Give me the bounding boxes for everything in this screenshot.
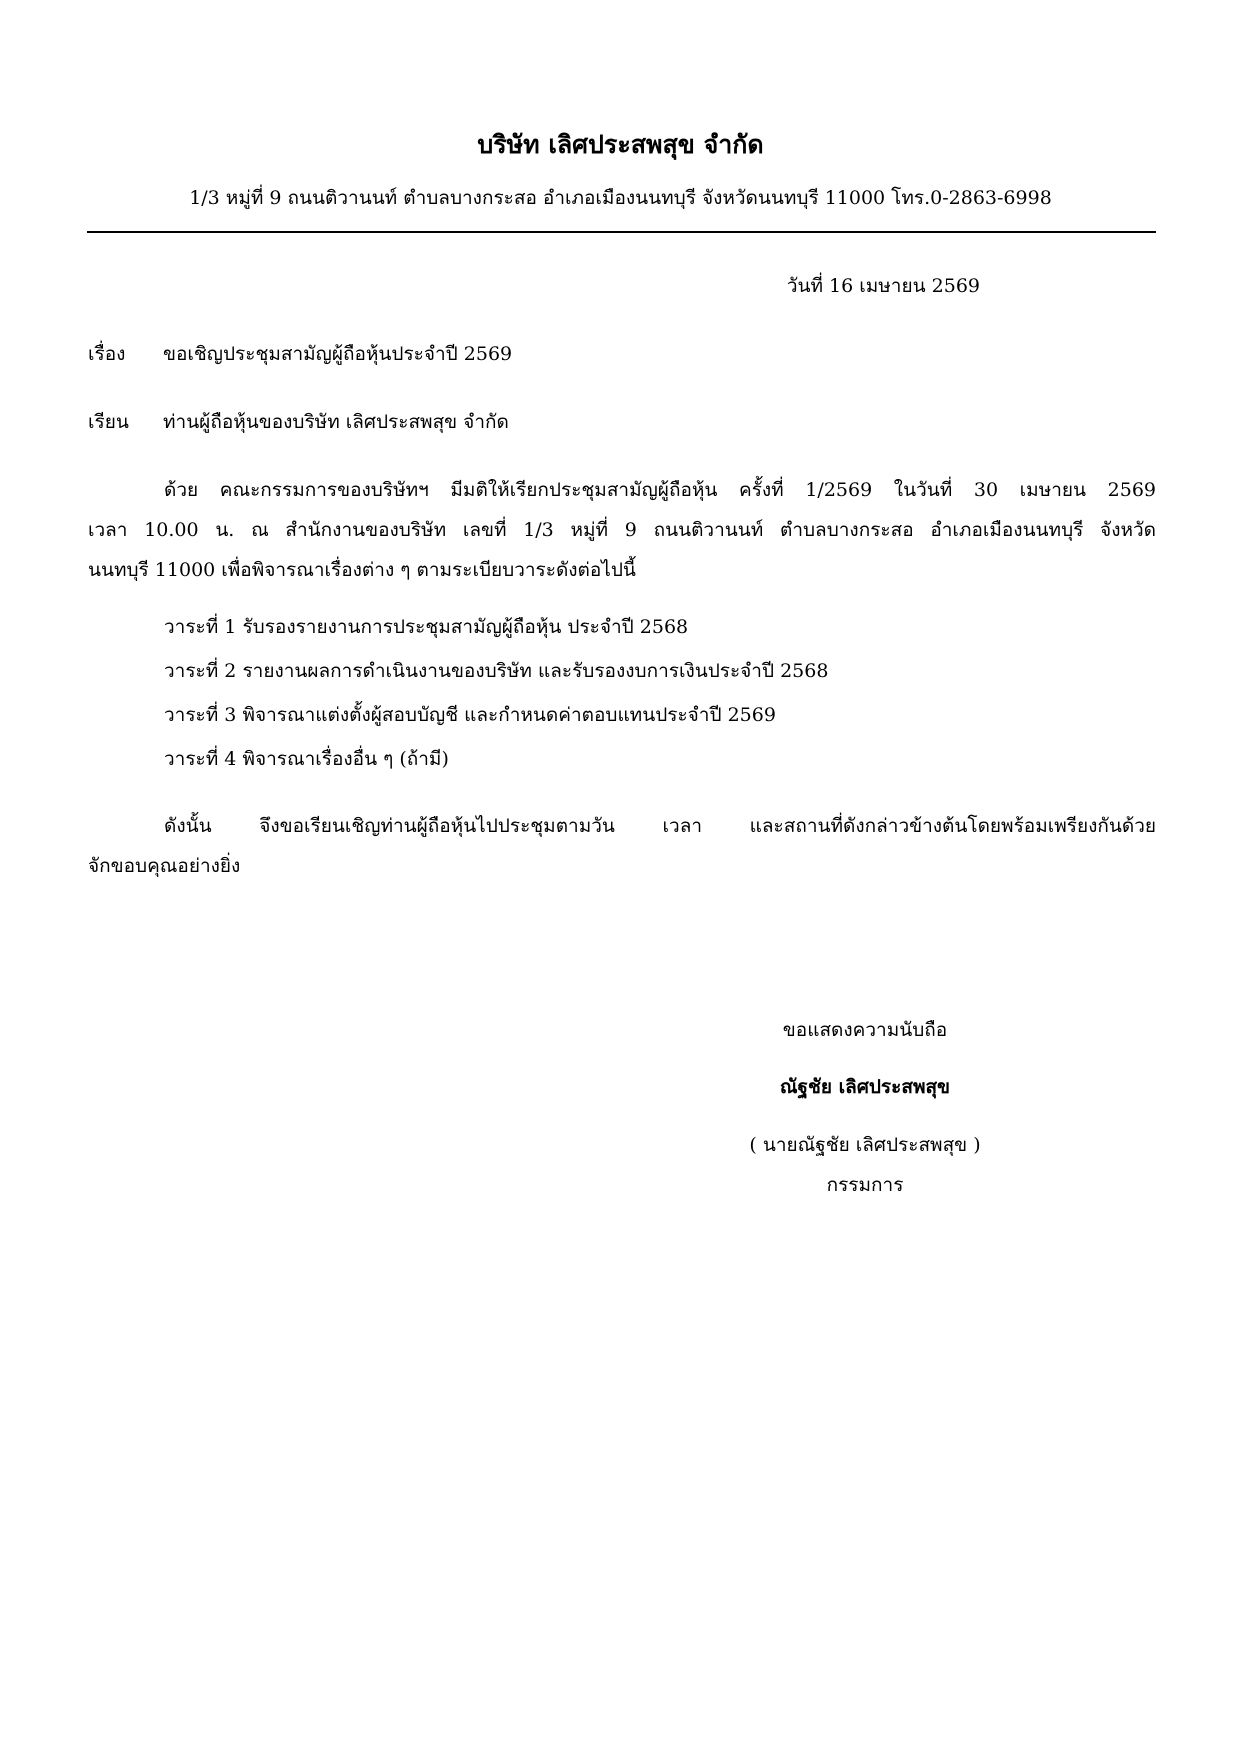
agenda-item: วาระที่ 4 พิจารณาเรื่องอื่น ๆ (ถ้ามี) [164,748,449,770]
closing-paragraph [88,806,1156,886]
agenda-item: วาระที่ 2 รายงานผลการดำเนินงานของบริษัท และรับรองงบการเงินประจำปี 2568 [164,660,829,682]
subject-row [88,339,1158,369]
subject-label: เรื่อง [88,343,126,365]
intro-line: นนทบุรี 11000 เพื่อพิจารณาเรื่องต่าง ๆ ตามระเบียบวาระดังต่อไปนี้ [88,559,636,581]
intro-line: ด้วย คณะกรรมการของบริษัทฯ มีมติให้เรียกประชุมสามัญผู้ถือหุ้น ครั้งที่ 1/2569 ในวันที่ 30 เมษายน 2569 [164,479,1156,501]
letter-date: วันที่ 16 เมษายน 2569 [786,275,980,297]
recipient-text: ท่านผู้ถือหุ้นของบริษัท เลิศประสพสุข จำกัด [163,411,509,433]
subject-text: ขอเชิญประชุมสามัญผู้ถือหุ้นประจำปี 2569 [163,343,513,365]
intro-line: เวลา 10.00 น. ณ สำนักงานของบริษัท เลขที่ 1/3 หมู่ที่ 9 ถนนติวานนท์ ตำบลบางกระสอ อำเภอเมืองนนทบุรี จังหวัด [88,519,1156,541]
signature-closing: ขอแสดงความนับถือ [782,1019,948,1041]
company-name: บริษัท เลิศประสพสุข จำกัด [477,130,764,159]
signatory-position: กรรมการ [826,1174,904,1196]
closing-line: ดังนั้น จึงขอเรียนเชิญท่านผู้ถือหุ้นไปประชุมตามวัน เวลา และสถานที่ดังกล่าวข้างต้นโดยพร้อมเพรียงกันด้วย [164,815,1156,837]
closing-line: จักขอบคุณอย่างยิ่ง [88,855,241,877]
recipient-label: เรียน [88,411,129,433]
header-divider [87,231,1156,233]
signature-name: ณัฐชัย เลิศประสพสุข [779,1076,951,1098]
agenda-item: วาระที่ 1 รับรองรายงานการประชุมสามัญผู้ถือหุ้น ประจำปี 2568 [164,616,689,638]
company-address: 1/3 หมู่ที่ 9 ถนนติวานนท์ ตำบลบางกระสอ อำเภอเมืองนนทบุรี จังหวัดนนทบุรี 11000 โทร.0-2863-6998 [189,187,1052,209]
recipient-row [88,407,1158,437]
intro-paragraph [88,470,1156,590]
signatory-full-name: ( นายณัฐชัย เลิศประสพสุข ) [749,1134,981,1156]
agenda-item: วาระที่ 3 พิจารณาแต่งตั้งผู้สอบบัญชี และกำหนดค่าตอบแทนประจำปี 2569 [164,704,776,726]
